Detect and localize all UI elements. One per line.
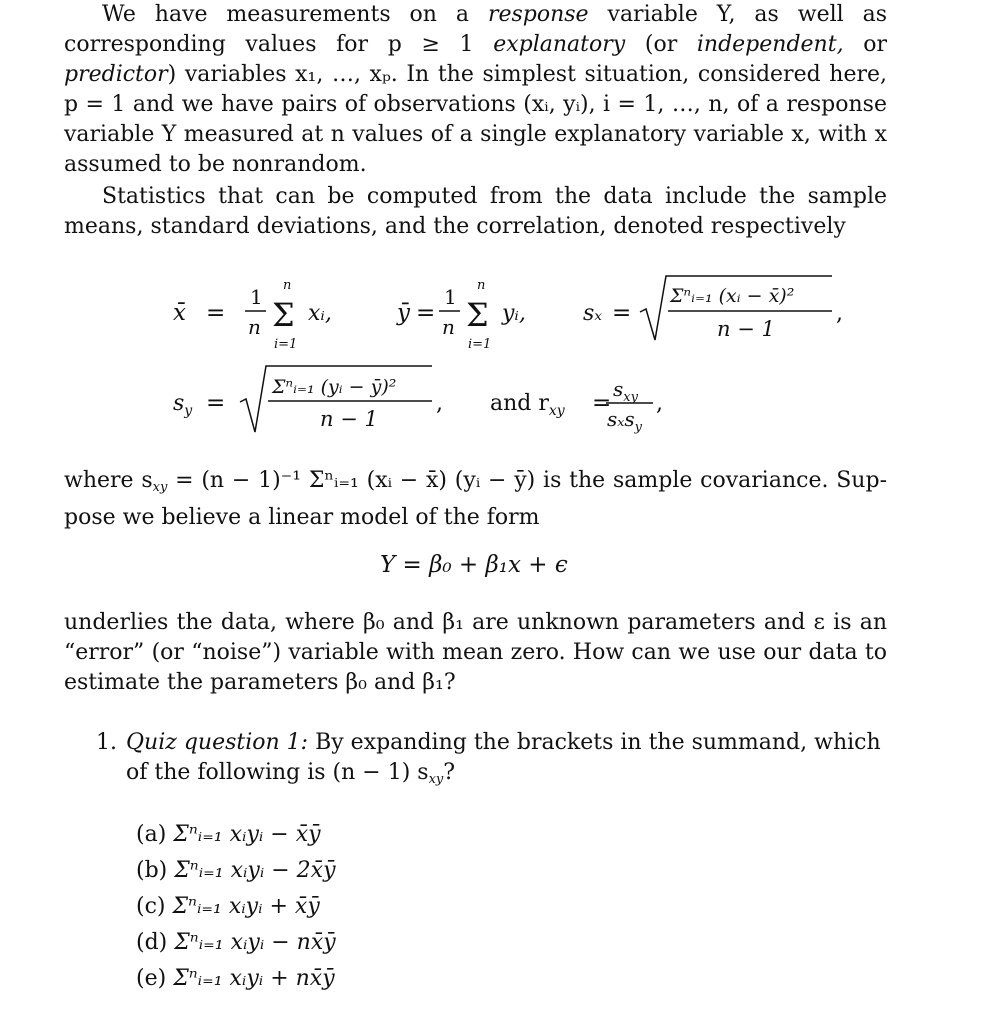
r-den-base: sₓs	[607, 407, 635, 431]
quiz-number: 1.	[96, 730, 117, 755]
frac-one: 1	[250, 285, 263, 309]
quiz-text-end: ?	[443, 760, 456, 785]
option-b[interactable]	[136, 854, 336, 890]
quiz-subscript: xy	[428, 772, 444, 787]
xbar-symbol: x̄	[173, 300, 186, 326]
option-e[interactable]	[136, 962, 336, 998]
sy-base: s	[173, 391, 185, 416]
option-key: (b)	[136, 858, 168, 883]
intro-independent: independent,	[696, 32, 844, 57]
option-key: (d)	[136, 930, 168, 955]
equals-sign: =	[206, 300, 226, 326]
equals-sign: =	[416, 300, 436, 326]
sum-top: n	[283, 278, 292, 293]
covariance-paragraph	[64, 466, 887, 533]
r-den-sub: y	[634, 420, 642, 435]
intro-explanatory: explanatory	[493, 32, 626, 57]
covariance-text-b: = (n − 1)⁻¹ Σⁿᵢ₌₁ (xᵢ − x̄) (yᵢ − ȳ) is the sample covariance. Suppose we believe a linear model of the form	[64, 468, 887, 530]
option-expression: Σⁿᵢ₌₁ xᵢyᵢ − x̄ȳ	[173, 822, 321, 847]
sum-bottom: i=1	[468, 337, 492, 352]
covariance-text-a: where s	[64, 468, 153, 493]
intro-text-c: (or	[625, 32, 697, 57]
statistics-equations	[0, 260, 999, 450]
option-expression: Σⁿᵢ₌₁ xᵢyᵢ − 2x̄ȳ	[174, 858, 336, 883]
sum-sign-icon: Σ	[272, 296, 295, 334]
quiz-text: By expanding the brackets in the summand, which of the following is (n − 1) s	[126, 730, 881, 785]
r-num-base: s	[613, 377, 624, 401]
intro-text-d: or	[843, 32, 887, 57]
sy-denominator: n − 1	[320, 407, 378, 431]
equals-sign: =	[612, 300, 632, 326]
quiz-body	[126, 728, 886, 795]
option-expression: Σⁿᵢ₌₁ xᵢyᵢ + x̄ȳ	[172, 894, 320, 919]
equals-sign: =	[592, 390, 612, 416]
intro-predictor: predictor	[64, 62, 168, 87]
option-key: (a)	[136, 822, 167, 847]
sum-bottom: i=1	[274, 337, 298, 352]
xi-term: xᵢ,	[308, 301, 332, 326]
option-key: (e)	[136, 966, 167, 991]
statistics-paragraph: Statistics that can be computed from the data include the sample means, standard deviations, and the correlation, denoted respectively	[64, 184, 887, 239]
ybar-symbol: ȳ	[397, 300, 410, 326]
option-expression: Σⁿᵢ₌₁ xᵢyᵢ − nx̄ȳ	[174, 930, 336, 955]
underlies-paragraph: underlies the data, where β₀ and β₁ are unknown parameters and ε is an “error” (or “noise”) variable with mean zero. How can we use our data to estimate the parameters β₀ and β₁?	[64, 610, 887, 695]
intro-text-b: variable Y, as well as corresponding values for p ≥ 1	[64, 2, 887, 57]
sy-symbol	[173, 391, 193, 419]
frac-n: n	[442, 315, 455, 339]
option-d[interactable]	[136, 926, 336, 962]
sy-subscript: y	[184, 403, 193, 419]
and-r-label	[490, 391, 566, 419]
intro-paragraph	[64, 0, 887, 180]
option-key: (c)	[136, 894, 166, 919]
sum-top: n	[477, 278, 486, 293]
covariance-subscript: xy	[152, 480, 168, 495]
comma: ,	[436, 391, 443, 416]
yi-term: yᵢ,	[502, 301, 526, 326]
frac-one: 1	[444, 285, 457, 309]
intro-response: response	[487, 2, 589, 27]
option-c[interactable]	[136, 890, 336, 926]
option-expression: Σⁿᵢ₌₁ xᵢyᵢ + nx̄ȳ	[173, 966, 335, 991]
sum-sign-icon: Σ	[466, 296, 489, 334]
r-subscript: xy	[548, 403, 565, 419]
intro-text-e: ) variables x₁, …, xₚ. In the simplest situation, considered here, p = 1 and we have pairs of observations (xᵢ, yᵢ), i = 1, …, n, of a response variable Y measured at n values of a single explanatory variable x, with x assumed to be nonrandom.	[64, 62, 887, 177]
sx-symbol: sₓ	[583, 301, 603, 326]
quiz-options	[136, 818, 336, 998]
frac-n: n	[248, 315, 261, 339]
r-numerator	[613, 377, 639, 405]
sx-denominator: n − 1	[717, 317, 775, 341]
sy-numerator: Σⁿᵢ₌₁ (yᵢ − ȳ)²	[272, 376, 397, 398]
comma: ,	[836, 301, 843, 326]
sx-numerator: Σⁿᵢ₌₁ (xᵢ − x̄)²	[670, 285, 795, 307]
option-a[interactable]	[136, 818, 336, 854]
comma: ,	[656, 391, 663, 416]
and-r-text: and r	[490, 391, 549, 416]
equals-sign: =	[206, 390, 226, 416]
quiz-label: Quiz question 1:	[126, 730, 309, 755]
quiz-question	[96, 728, 886, 795]
r-num-sub: xy	[623, 390, 638, 405]
intro-text-a: We have measurements on a	[102, 2, 488, 27]
linear-model-equation: Y = β₀ + β₁x + ϵ	[380, 552, 568, 578]
r-denominator	[607, 407, 643, 435]
